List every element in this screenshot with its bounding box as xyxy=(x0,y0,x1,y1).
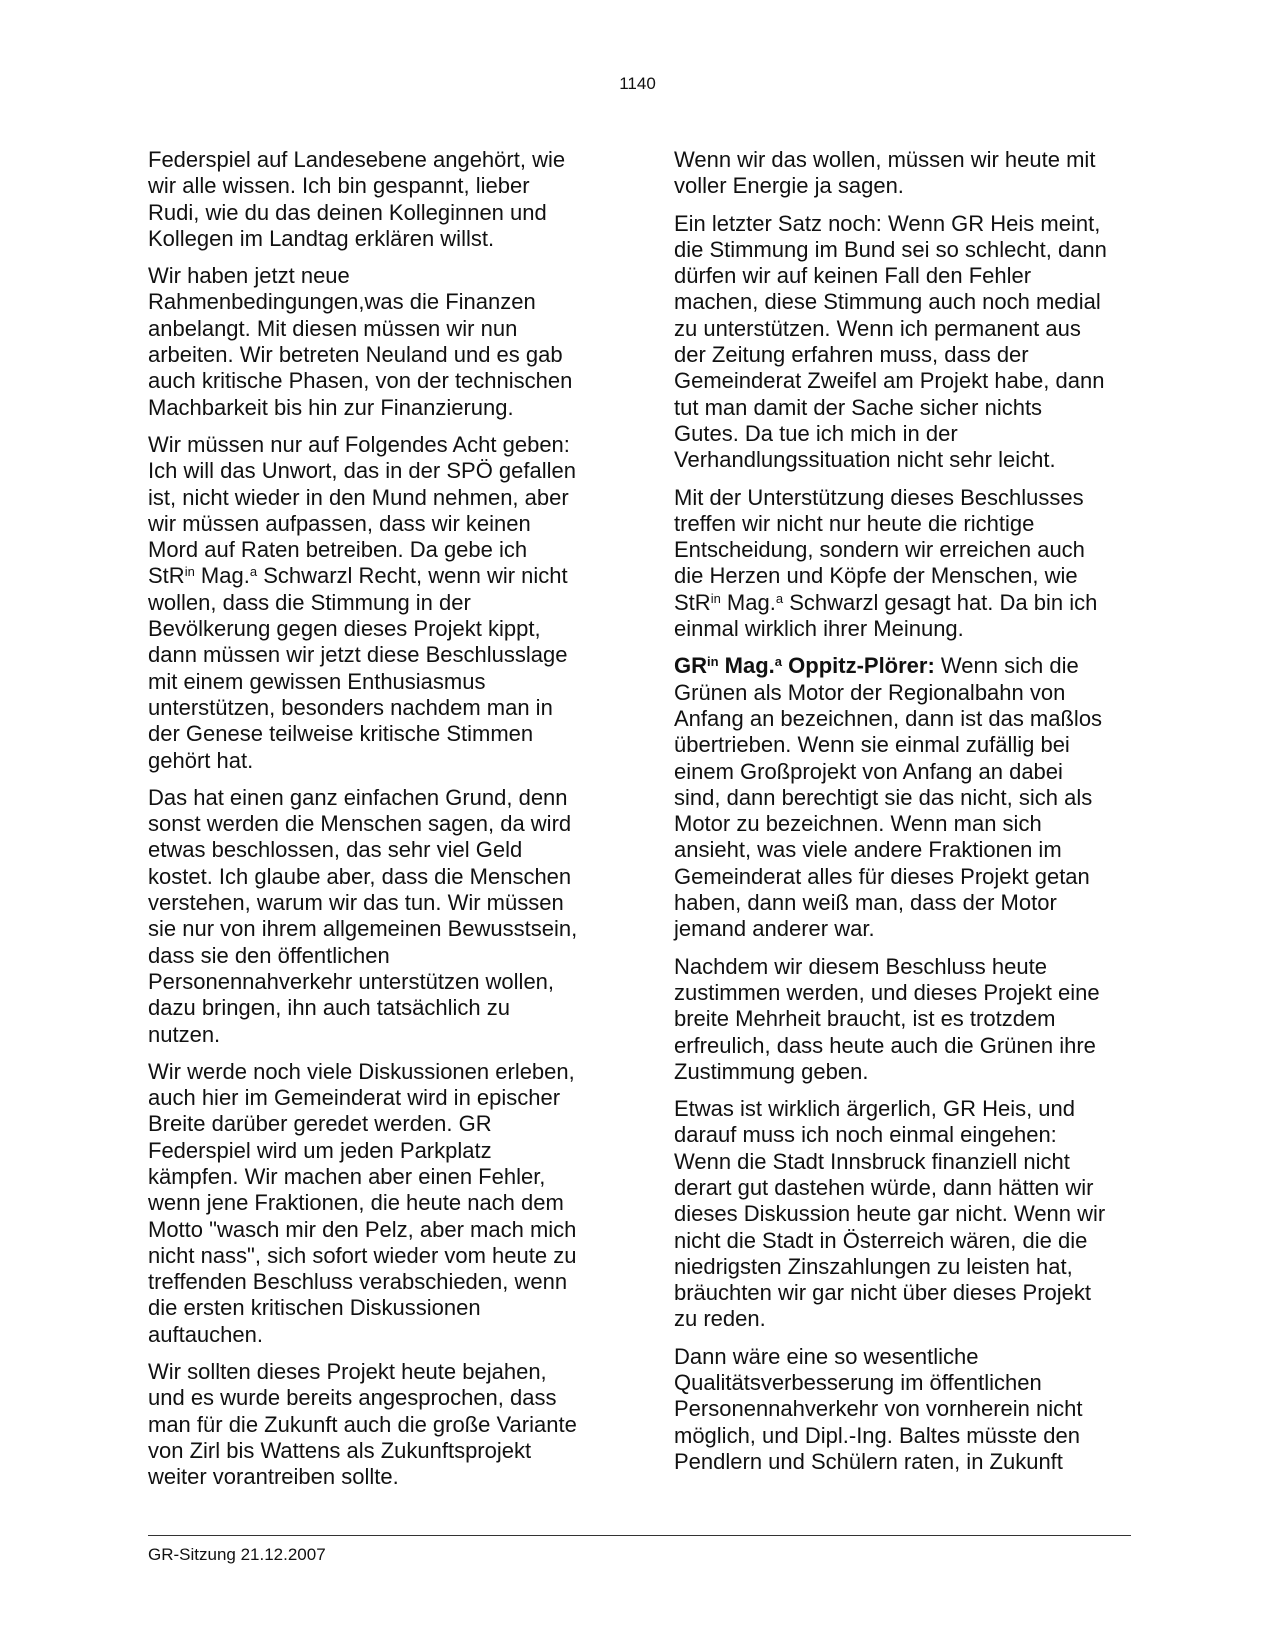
text-run: Wenn sich die Grünen als Motor der Regionalbahn von Anfang an bezeichnen, dann ist das maßlos übertrieben. Wenn sie einmal zufällig bei einem Großprojekt von Anfang an dabei sind, dann berechtigt sie das nicht, sich als Motor zu bezeichnen. Wenn man sich ansieht, was viele andere Fraktionen im Gemeinderat alles für dieses Projekt getan haben, dann weiß man, dass der Motor jemand anderer war. xyxy=(674,653,1103,942)
superscript: in xyxy=(707,654,719,670)
paragraph: Wenn wir das wollen, müssen wir heute mit voller Energie ja sagen. xyxy=(674,147,1096,199)
superscript: a xyxy=(775,590,784,606)
footer-divider xyxy=(148,1535,1131,1536)
text-run: Mag. xyxy=(720,589,776,615)
paragraph: Wir haben jetzt neue Rahmenbedingungen,was die Finanzen anbelangt. Mit diesen müssen wir nun arbeiten. Wir betreten Neuland und es gab auch kritische Phasen, von der technischen Machbarkeit bis hin zur Finanzierung. xyxy=(148,263,573,420)
right-column xyxy=(674,147,1134,1486)
text-run: Schwarzl gesagt hat. Da bin ich einmal wirklich ihrer Meinung. xyxy=(674,589,1098,642)
footer-text: GR-Sitzung 21.12.2007 xyxy=(148,1545,326,1564)
paragraph: Nachdem wir diesem Beschluss heute zustimmen werden, und dieses Projekt eine breite Mehrheit braucht, ist es trotzdem erfreulich, dass heute auch die Grünen ihre Zustimmung geben. xyxy=(674,953,1100,1084)
paragraph: Ein letzter Satz noch: Wenn GR Heis meint, die Stimmung im Bund sei so schlecht, dann dürfen wir auf keinen Fall den Fehler machen, diese Stimmung auch noch medial zu unterstützen. Wenn ich permanent aus der Zeitung erfahren muss, dass der Gemeinderat Zweifel am Projekt habe, dann tut man damit der Sache sicher nichts Gutes. Da tue ich mich in der Verhandlungssituation nicht sehr leicht. xyxy=(674,210,1107,473)
paragraph: Wir sollten dieses Projekt heute bejahen, und es wurde bereits angesprochen, dass man für die Zukunft auch die große Variante von Zirl bis Wattens als Zukunftsprojekt weiter vorantreiben sollte. xyxy=(148,1359,577,1490)
speaker-name xyxy=(674,653,935,678)
text-run: GR xyxy=(674,653,707,679)
paragraph xyxy=(674,653,1134,942)
paragraph: Federspiel auf Landesebene angehört, wie wir alle wissen. Ich bin gespannt, lieber Rudi, wie du das deinen Kolleginnen und Kollegen im Landtag erklären willst. xyxy=(148,147,566,251)
text-run: Mag. xyxy=(718,653,775,679)
paragraph: Etwas ist wirklich ärgerlich, GR Heis, und darauf muss ich noch einmal eingehen: Wenn die Stadt Innsbruck finanziell nicht derart gut dastehen würde, dann hätten wir dieses Diskussion heute gar nicht. Wenn wir nicht die Stadt in Österreich wären, die die niedrigsten Zinszahlungen zu leisten hat, bräuchten wir gar nicht über dieses Projekt zu reden. xyxy=(674,1096,1106,1332)
paragraph: Wir werde noch viele Diskussionen erleben, auch hier im Gemeinderat wird in epischer Breite darüber geredet werden. GR Federspiel wird um jeden Parkplatz kämpfen. Wir machen aber einen Fehler, wenn jene Fraktionen, die heute nach dem Motto "wasch mir den Pelz, aber mach mich nicht nass", sich sofort wieder vom heute zu treffenden Beschluss verabschieden, wenn die ersten kritischen Diskussionen auftauchen. xyxy=(148,1058,577,1347)
superscript: in xyxy=(184,564,195,580)
paragraph xyxy=(148,432,608,774)
text-run: Wir müssen nur auf Folgendes Acht geben: Ich will das Unwort, das in der SPÖ gefallen ist, nicht wieder in den Mund nehmen, aber wir müssen aufpassen, dass wir keinen Mord auf Raten betreiben. Da gebe ich StR xyxy=(148,431,576,589)
text-run: Mag. xyxy=(194,563,250,589)
superscript: a xyxy=(774,654,783,670)
text-run: Oppitz-Plörer: xyxy=(782,653,935,679)
paragraph xyxy=(674,485,1134,643)
left-column xyxy=(148,147,608,1502)
superscript: in xyxy=(710,590,721,606)
text-run: Schwarzl Recht, wenn wir nicht wollen, dass die Stimmung in der Bevölkerung gegen dieses Projekt kippt, dann müssen wir jetzt diese Beschlusslage mit einem gewissen Enthusiasmus unterstützen, besonders nachdem man in der Genese teilweise kritische Stimmen gehört hat. xyxy=(148,563,568,773)
page-number: 1140 xyxy=(619,74,656,93)
superscript: a xyxy=(249,564,258,580)
paragraph: Das hat einen ganz einfachen Grund, denn sonst werden die Menschen sagen, da wird etwas beschlossen, das sehr viel Geld kostet. Ich glaube aber, dass die Menschen verstehen, warum wir das tun. Wir müssen sie nur von ihrem allgemeinen Bewusstsein, dass sie den öffentlichen Personennahverkehr unterstützen wollen, dazu bringen, ihn auch tatsächlich zu nutzen. xyxy=(148,784,578,1047)
paragraph: Dann wäre eine so wesentliche Qualitätsverbesserung im öffentlichen Personennahverkehr von vornherein nicht möglich, und Dipl.-Ing. Baltes müsste den Pendlern und Schülern raten, in Zukunft xyxy=(674,1343,1083,1474)
text-run: Mit der Unterstützung dieses Beschlusses treffen wir nicht nur heute die richtige Entscheidung, sondern wir erreichen auch die Herzen und Köpfe der Menschen, wie StR xyxy=(674,484,1085,615)
